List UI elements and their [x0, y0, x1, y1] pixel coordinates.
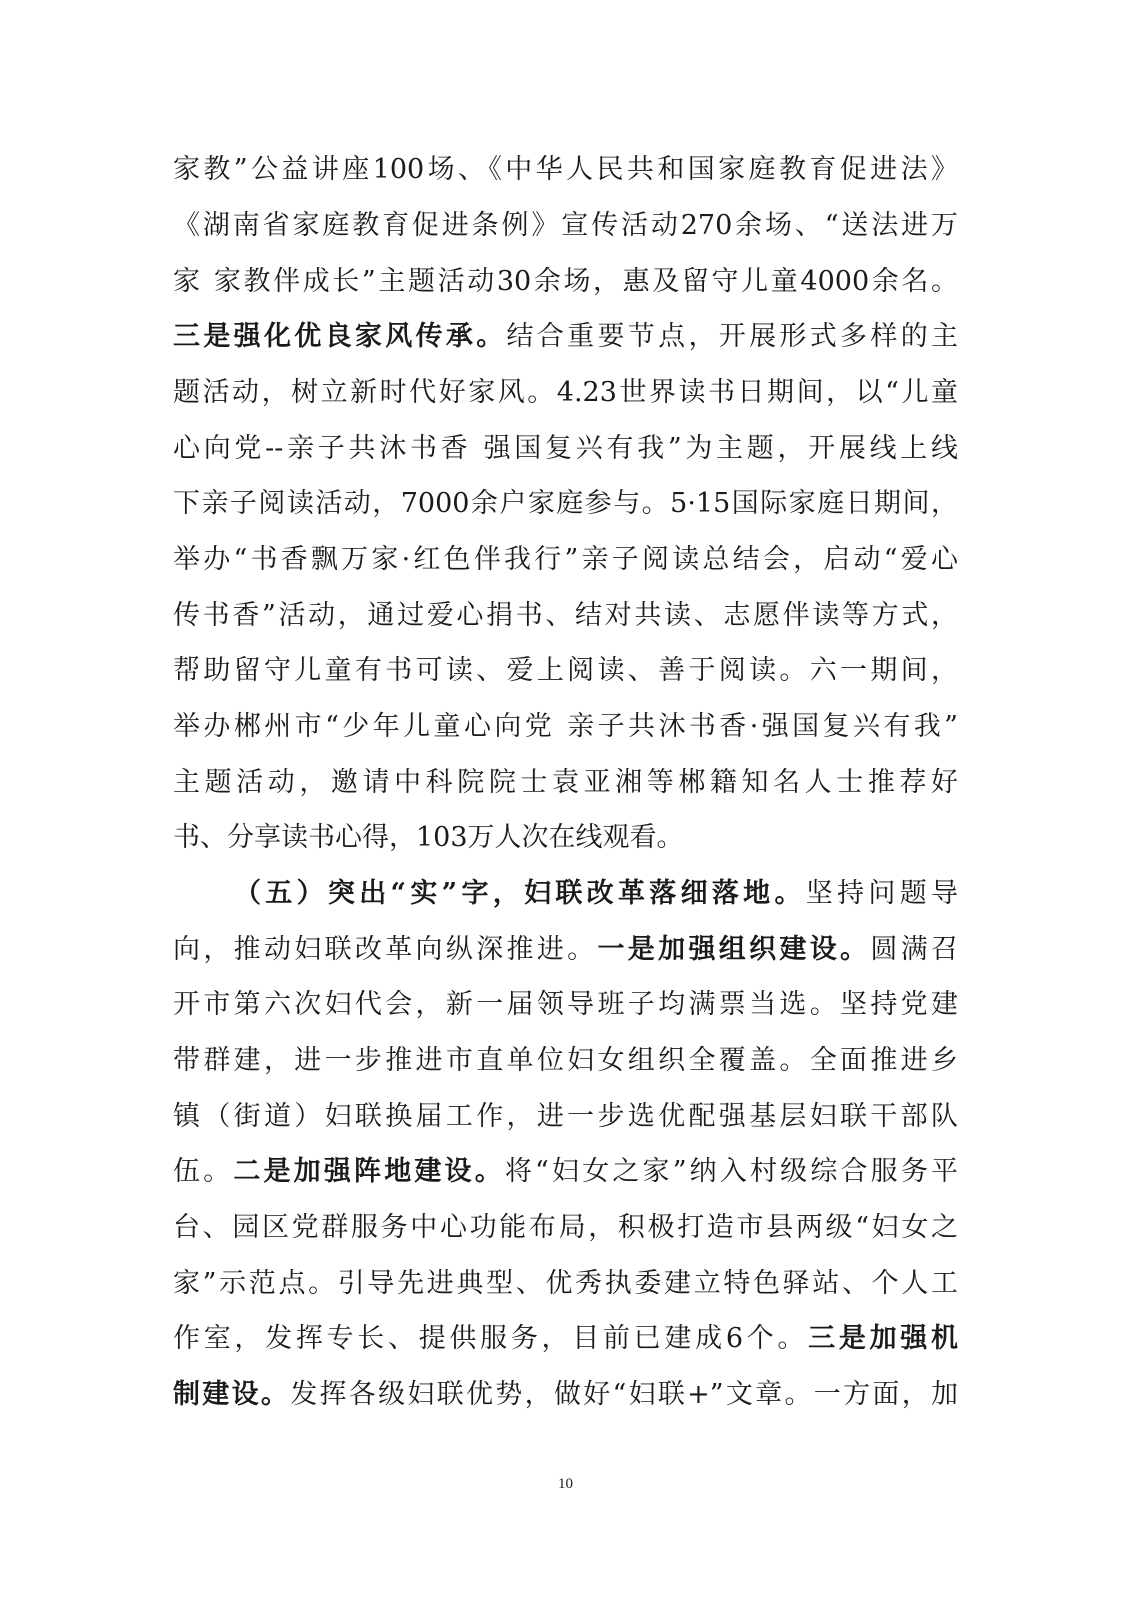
text-line [234, 874, 958, 914]
text-run: 发挥各级妇联优势，做好“妇联+”文章。一方面，加 [290, 1379, 958, 1410]
bold-heading: 二是加强阵地建设。 [233, 1156, 505, 1187]
text-run: 作室，发挥专长、提供服务，目前已建成6个。 [173, 1323, 809, 1354]
text-line: 带群建，进一步推进市直单位妇女组织全覆盖。全面推进乡 [173, 1045, 958, 1076]
text-line [173, 930, 958, 970]
text-run: 结合重要节点，开展形式多样的主 [506, 321, 958, 352]
bold-heading: 制建设。 [173, 1379, 291, 1410]
page-number: 10 [558, 1476, 573, 1492]
bold-heading: 三是强化优良家风传承。 [173, 321, 507, 352]
text-line: 心向党--亲子共沐书香 强国复兴有我”为主题，开展线上线 [173, 433, 958, 464]
text-line: 帮助留守儿童有书可读、爱上阅读、善于阅读。六一期间， [173, 655, 958, 686]
text-line [173, 1319, 958, 1359]
text-line: 书、分享读书心得，103万人次在线观看。 [173, 822, 684, 853]
text-line: 《湖南省家庭教育促进条例》宣传活动270余场、“送法进万 [173, 210, 958, 241]
text-line: 传书香”活动，通过爱心捐书、结对共读、志愿伴读等方式， [173, 600, 958, 631]
text-line: 家 家教伴成长”主题活动30余场，惠及留守儿童4000余名。 [173, 266, 958, 297]
bold-heading: 一是加强组织建设。 [597, 934, 871, 965]
section-heading: （五）突出“实”字，妇联改革落细落地。 [234, 878, 806, 909]
text-line: 举办“书香飘万家·红色伴我行”亲子阅读总结会，启动“爱心 [173, 544, 958, 575]
text-line: 家”示范点。引导先进典型、优秀执委建立特色驿站、个人工 [173, 1268, 958, 1299]
text-line [173, 1375, 958, 1415]
text-run: 坚持问题导 [805, 878, 958, 909]
text-line: 家教”公益讲座100场、《中华人民共和国家庭教育促进法》 [173, 154, 958, 185]
text-line: 题活动，树立新时代好家风。4.23世界读书日期间，以“儿童 [173, 377, 958, 408]
text-line [173, 317, 958, 357]
text-run: 将“妇女之家”纳入村级综合服务平 [504, 1156, 958, 1187]
text-line: 台、园区党群服务中心功能布局，积极打造市县两级“妇女之 [173, 1212, 958, 1243]
text-run: 圆满召 [870, 934, 958, 965]
text-line: 下亲子阅读活动，7000余户家庭参与。5·15国际家庭日期间， [173, 488, 958, 519]
text-line [173, 1152, 958, 1192]
bold-heading: 三是加强机 [808, 1323, 958, 1354]
text-line: 举办郴州市“少年儿童心向党 亲子共沐书香·强国复兴有我” [173, 711, 958, 742]
text-line: 开市第六次妇代会，新一届领导班子均满票当选。坚持党建 [173, 989, 958, 1020]
text-run: 伍。 [173, 1156, 234, 1187]
text-line: 主题活动，邀请中科院院士袁亚湘等郴籍知名人士推荐好 [173, 767, 958, 798]
text-run: 向，推动妇联改革向纵深推进。 [173, 934, 598, 965]
text-line: 镇（街道）妇联换届工作，进一步选优配强基层妇联干部队 [173, 1101, 958, 1132]
